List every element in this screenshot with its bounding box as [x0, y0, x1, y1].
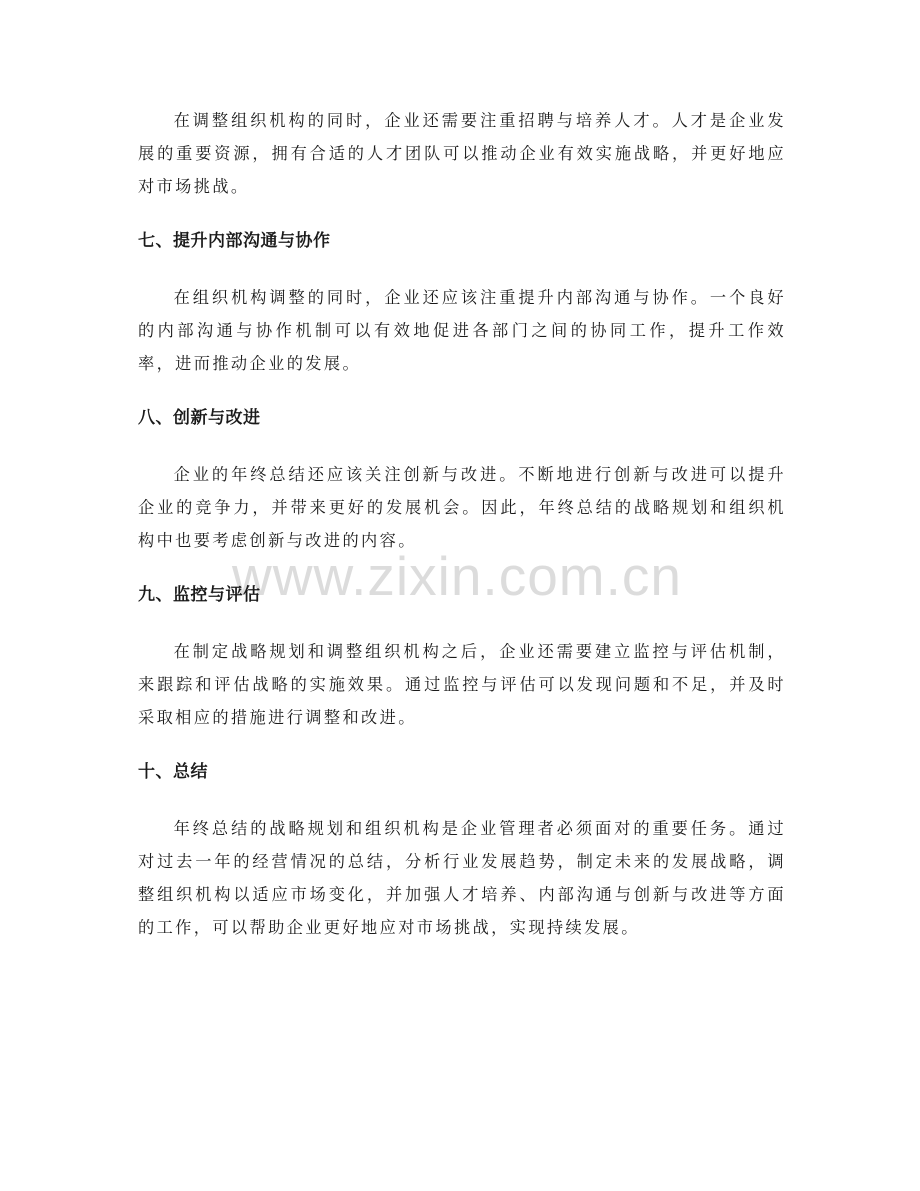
section-body-7: 在组织机构调整的同时，企业还应该注重提升内部沟通与协作。一个良好的内部沟通与协作机制可以有效地促进各部门之间的协同工作，提升工作效率，进而推动企业的发展。: [138, 288, 786, 373]
section-heading-7: 七、提升内部沟通与协作: [138, 231, 331, 251]
section-heading-10: 十、总结: [138, 762, 208, 782]
section-body-9: 在制定战略规划和调整组织机构之后，企业还需要建立监控与评估机制，来跟踪和评估战略的实施效果。通过监控与评估可以发现问题和不足，并及时采取相应的措施进行调整和改进。: [138, 642, 786, 727]
section-heading-8: 八、创新与改进: [138, 408, 261, 428]
intro-paragraph: 在调整组织机构的同时，企业还需要注重招聘与培养人才。人才是企业发展的重要资源，拥有合适的人才团队可以推动企业有效实施战略，并更好地应对市场挑战。: [138, 111, 786, 196]
watermark: www.zixin.com.cn: [232, 545, 682, 607]
section-body-8: 企业的年终总结还应该关注创新与改进。不断地进行创新与改进可以提升企业的竞争力，并带来更好的发展机会。因此，年终总结的战略规划和组织机构中也要考虑创新与改进的内容。: [138, 465, 786, 550]
section-body-10: 年终总结的战略规划和组织机构是企业管理者必须面对的重要任务。通过对过去一年的经营情况的总结，分析行业发展趋势，制定未来的发展战略，调整组织机构以适应市场变化，并加强人才培养、内部沟通与创新与改进等方面的工作，可以帮助企业更好地应对市场挑战，实现持续发展。: [138, 819, 786, 937]
document-body: [138, 104, 786, 944]
section-heading-9: 九、监控与评估: [138, 585, 261, 605]
